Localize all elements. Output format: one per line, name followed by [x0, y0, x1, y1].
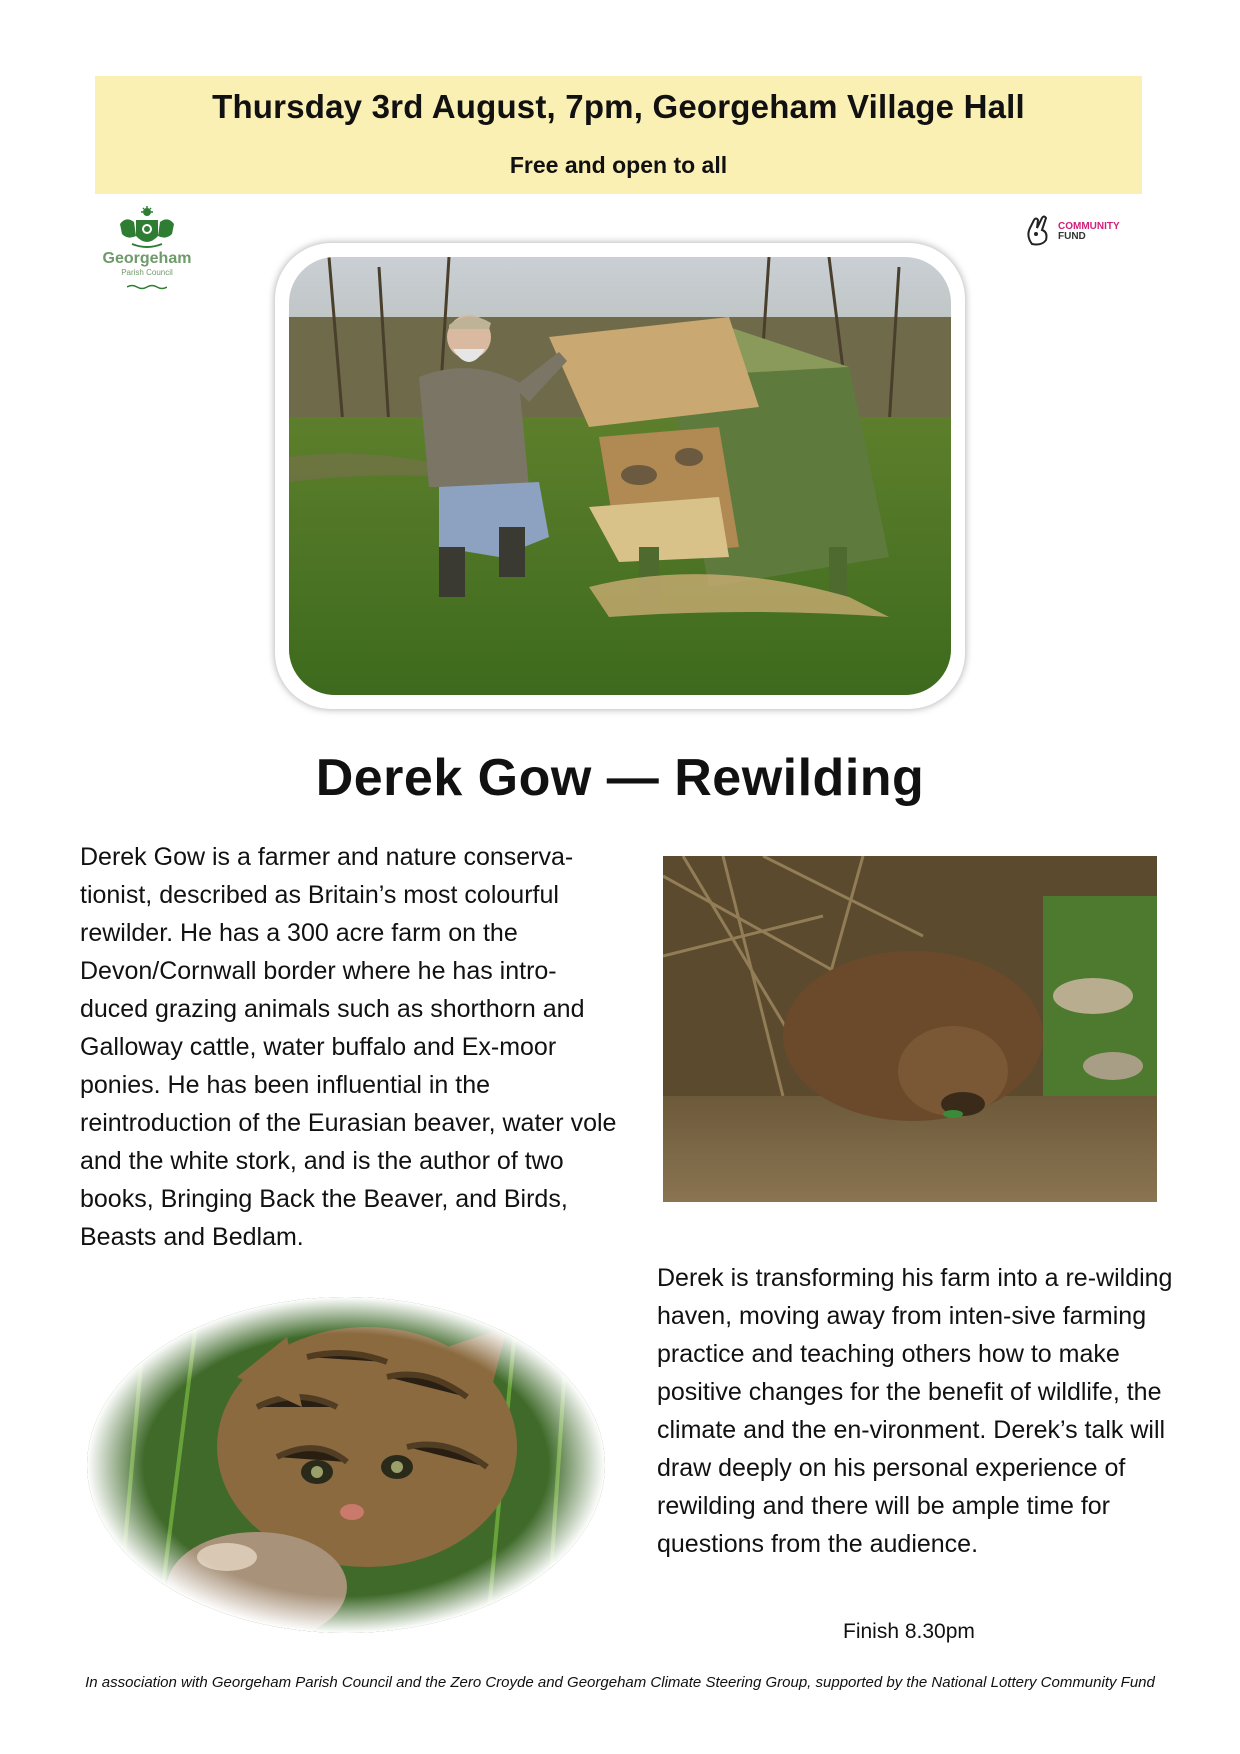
wave-icon	[127, 284, 167, 290]
community-fund-logo	[1022, 210, 1142, 256]
parish-council-sub: Parish Council	[121, 268, 173, 277]
footer-credits: In association with Georgeham Parish Council and the Zero Croyde and Georgeham Climate Steering Group, supported by the National Lottery Community Fund	[85, 1674, 1155, 1691]
derek-gow-photo	[289, 257, 951, 695]
wildcat-kitten-photo	[87, 1297, 605, 1633]
admission-note: Free and open to all	[509, 152, 728, 178]
parish-council-logo	[92, 206, 202, 288]
intro-paragraph: Derek Gow is a farmer and nature conserva-tionist, described as Britain’s most colourful rewilder. He has a 300 acre farm on the Devon/Cornwall border where he has intro-duced grazing animals such as shorthorn and Galloway cattle, water buffalo and Ex-moor ponies. He has been influential in the reintroduction of the Eurasian beaver, water vole and the white stork, and is the author of two books, Bringing Back the Beaver, and Birds, Beasts and Bedlam.	[80, 843, 617, 1251]
hero-photo-frame	[275, 243, 965, 709]
finish-time: Finish 8.30pm	[843, 1620, 975, 1643]
event-details: Thursday 3rd August, 7pm, Georgeham Village Hall	[212, 88, 1025, 125]
event-banner	[95, 76, 1142, 194]
second-paragraph: Derek is transforming his farm into a re-wilding haven, moving away from inten-sive farming practice and teaching others how to make positive changes for the benefit of wildlife, the climate and the en-vironment. Derek’s talk will draw deeply on his personal experience of rewilding and there will be ample time for questions from the audience.	[657, 1264, 1173, 1558]
page-title: Derek Gow — Rewilding	[315, 749, 925, 807]
lottery-crossed-fingers-icon	[1022, 214, 1056, 248]
parish-council-name: Georgeham	[102, 250, 192, 267]
crest-icon	[112, 206, 182, 252]
community-fund-line1: COMMUNITY	[1058, 221, 1120, 232]
beaver-photo	[663, 856, 1157, 1202]
community-fund-line2: FUND	[1058, 231, 1086, 242]
